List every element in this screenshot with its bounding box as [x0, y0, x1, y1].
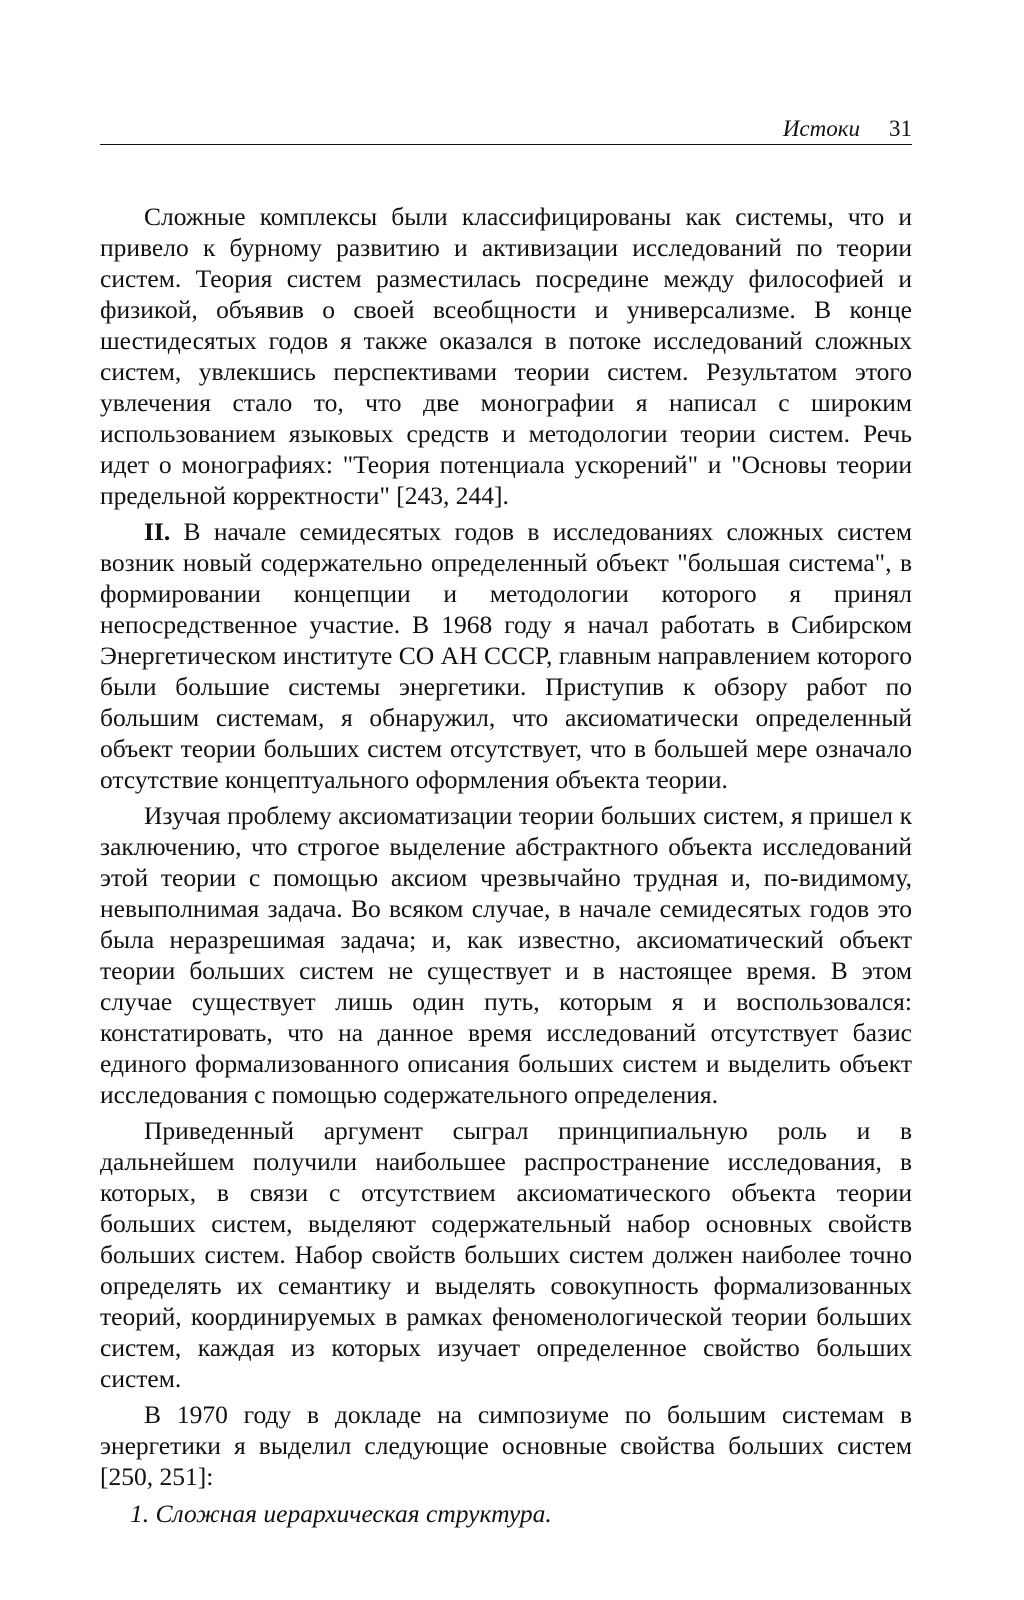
paragraph-text: В начале семидесятых годов в исследованиях сложных систем возник новый содержательно определенный объект "большая система", в формировании концепции и методологии которого я принял непосредственное участие. В 1968 году я начал работать в Сибирском Энергетическом институте СО АН СССР, главным направлением которого были большие системы энергетики. Приступив к обзору работ по большим системам, я обнаружил, что аксиоматически определенный объект теории больших систем отсутствует, что в большей мере означало отсутствие концептуального оформления объекта теории. [100, 517, 912, 794]
page-number: 31 [889, 116, 912, 141]
body-text [100, 201, 912, 1529]
running-title: Истоки [782, 116, 860, 141]
paragraph: В 1970 году в докладе на симпозиуме по большим системам в энергетики я выделил следующие основные свойства больших систем [250, 251]: [100, 1400, 912, 1491]
running-head [100, 110, 912, 145]
section-marker: II. [144, 517, 171, 546]
paragraph: Изучая проблему аксиоматизации теории больших систем, я пришел к заключению, что строгое выделение абстрактного объекта исследований этой теории с помощью аксиом чрезвычайно трудная и, по-видимому, невыполнимая задача. Во всяком случае, в начале семидесятых годов это была неразрешимая задача; и, как известно, аксиоматический объект теории больших систем не существует и в настоящее время. В этом случае существует лишь один путь, которым я и воспользовался: констатировать, что на данное время исследований отсутствует базис единого формализованного описания больших систем и выделить объект исследования с помощью содержательного определения. [100, 801, 912, 1109]
paragraph: Приведенный аргумент сыграл принципиальную роль и в дальнейшем получили наибольшее распространение исследования, в которых, в связи с отсутствием аксиоматического объекта теории больших систем, выделяют содержательный набор основных свойств больших систем. Набор свойств больших систем должен наиболее точно определять их семантику и выделять совокупность формализованных теорий, координируемых в рамках феноменологической теории больших систем, каждая из которых изучает определенное свойство больших систем. [100, 1116, 912, 1393]
paragraph: Сложные комплексы были классифицированы как системы, что и привело к бурному развитию и активизации исследований по теории систем. Теория систем разместилась посредине между философией и физикой, объявив о своей всеобщности и универсализме. В конце шестидесятых годов я также оказался в потоке исследований сложных систем, увлекшись перспективами теории систем. Результатом этого увлечения стало то, что две монографии я написал с широким использованием языковых средств и методологии теории систем. Речь идет о монографиях: "Теория потенциала ускорений" и "Основы теории предельной корректности" [243, 244]. [100, 202, 912, 510]
book-page [100, 110, 912, 1529]
list-item: 1. Сложная иерархическая структура. [130, 1499, 552, 1528]
paragraph [100, 516, 912, 795]
